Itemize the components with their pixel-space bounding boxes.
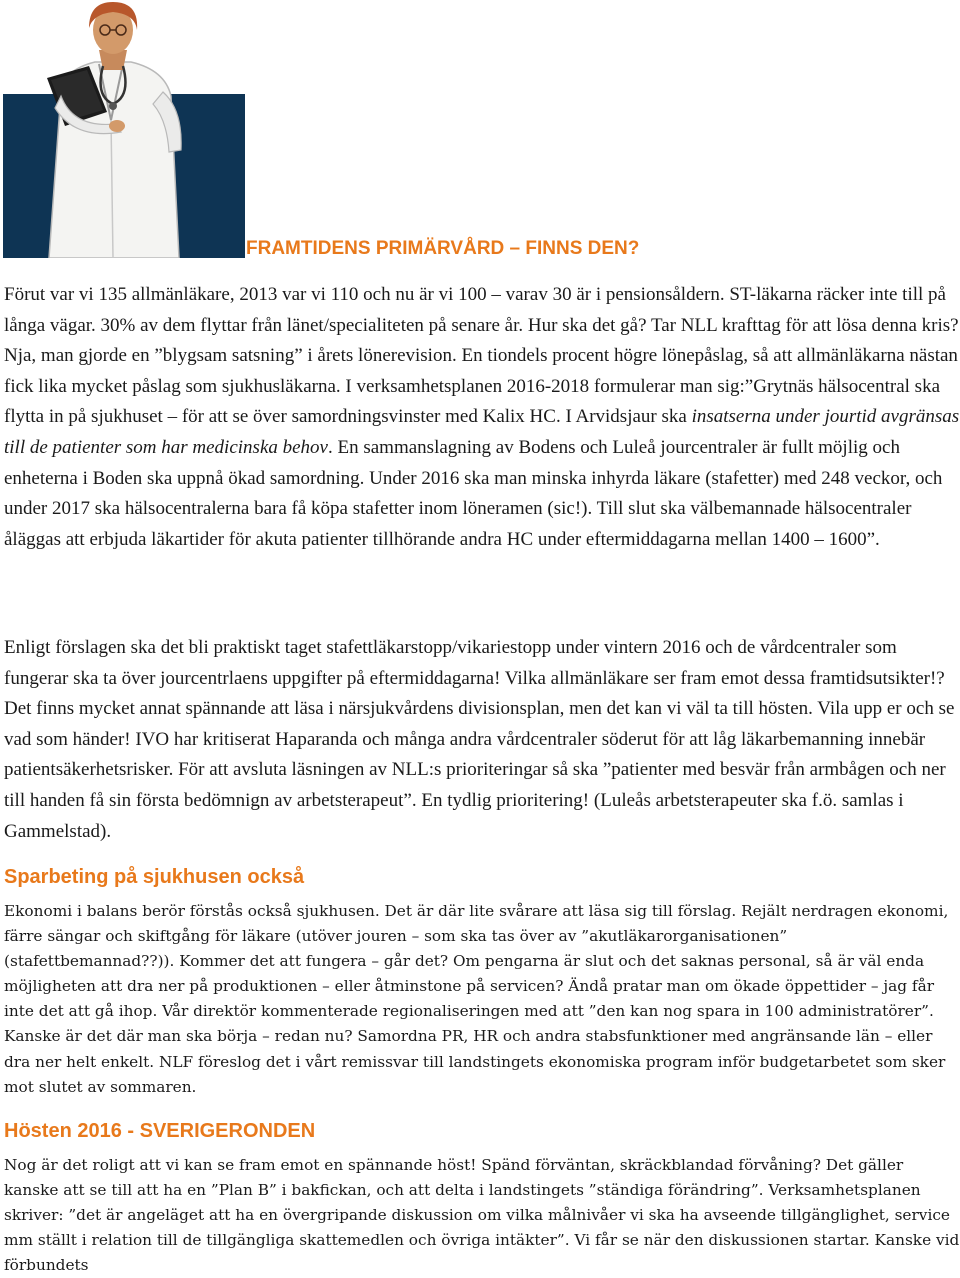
doctor-illustration: [3, 0, 245, 258]
intro-text-end: . En sammanslagning av Bodens och Luleå jourcentraler är fullt möjlig och enheterna i Boden ska uppnå ökad samordning. Under 2016 ska man minska inhyrda läkare (stafetter) med 248 veckor, och under 2017 ska hälsocentralerna bara få köpa stafetter inom löneramen (sic!). Till slut ska välbemannade hälsocentraler åläggas att erbjuda läkartider för akuta patienter tillhörande andra HC under eftermiddagarna mellan 1400 – 1600”.: [4, 436, 943, 550]
page-title: FRAMTIDENS PRIMÄRVÅRD – FINNS DEN?: [246, 238, 640, 259]
autumn-paragraph: Nog är det roligt att vi kan se fram emot en spännande höst! Spänd förväntan, skräckblandad förvåning? Det gäller kanske att se till att ha en ”Plan B” i bakfickan, och att delta i landstingets ”ständiga förändring”. Verksamhetsplanen skriver: ”det är angeläget att ha en övergripande diskussion om vilka målnivåer vi ska ha avseende tillgänglighet, service mm ställt i relation till de tillgängliga skattemedlen och övriga intäkter”. Vi får se när den diskussionen startar. Kanske vid förbundets: [4, 1156, 960, 1275]
section-heading-hospitals: Sparbeting på sjukhusen också: [4, 866, 305, 888]
intro-text-italic-quote: insatserna under jourtid avgränsas till de patienter som har medicinska behov: [4, 406, 960, 458]
intro-paragraph: [4, 280, 960, 555]
body-paragraph: Enligt förslagen ska det bli praktiskt taget stafettläkarstopp/vikariestopp under vintern 2016 och de vårdcentraler som fungerar ska ta över jourcentrlaens uppgifter på eftermiddagarna! Vilka allmänläkare ser fram emot dessa framtidsutsikter!? Det finns mycket annat spännande att läsa i närsjukvårdens divisionsplan, men det kan vi väl ta till hösten. Vila upp er och se vad som händer! IVO har kritiserat Haparanda och många andra vårdcentraler söderut för att låg läkarbemanning innebär patientsäkerhetsrisker. För att avsluta läsningen av NLL:s prioriteringar så ska ”patienter med besvär från armbågen och ner till handen få sin första bedömnign av arbetsterapeut”. En tydlig prioritering! (Luleås arbetsterapeuter ska f.ö. samlas i Gammelstad).: [4, 637, 955, 842]
intro-text-start: Förut var vi 135 allmänläkare, 2013 var vi 110 och nu är vi 100 – varav 30 är i pensionsåldern. ST-läkarna räcker inte till på långa vägar. 30% av dem flyttar från länet/specialiteten på senare år. Hur ska det gå? Tar NLL krafttag för att lösa denna kris? Nja, man gjorde en ”blygsam satsning” i årets lönerevision. En tiondels procent högre lönepåslag, så att allmänläkarna nästan fick lika mycket påslag som sjukhusläkarna. I verksamhetsplanen 2016-2018 formulerar man sig:”Grytnäs hälsocentral ska flytta in på sjukhuset – för att se över samordningsvinster med Kalix HC. I Arvidsjaur ska: [4, 284, 959, 428]
doctor-illustration-icon: [3, 0, 245, 258]
hospitals-paragraph: Ekonomi i balans berör förstås också sjukhusen. Det är där lite svårare att läsa sig till förslag. Rejält nerdragen ekonomi, färre sängar och skiftgång för läkare (utöver jouren – som ska tas över av ”akutläkarorganisationen” (stafettbemannad??)). Kommer det att fungera – går det? Om pengarna är slut och det saknas personal, så är väl enda möjligheten att dra ner på produktionen – eller åtminstone på servicen? Ändå pratar man om ökade öppettider – jag får inte det att gå ihop. Vår direktör kommenterade regionaliseringen med att ”den kan nog spara in 100 administratörer”. Kanske är det där man ska börja – redan nu? Samordna PR, HR och andra stabsfunktioner med angränsande län – eller dra ner helt enkelt. NLF föreslog det i vårt remissvar till landstingets ekonomiska program inför budgetarbetet som sker mot slutet av sommaren.: [4, 902, 949, 1096]
section-heading-autumn: Hösten 2016 - SVERIGERONDEN: [4, 1120, 316, 1142]
